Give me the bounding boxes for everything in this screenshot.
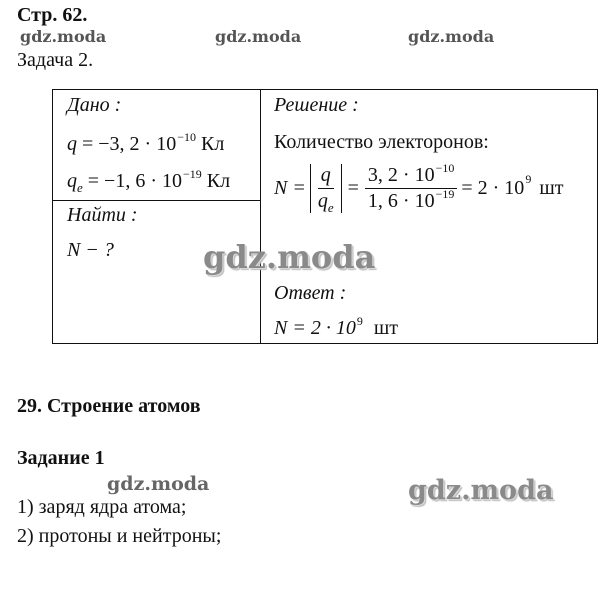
watermark: gdz.moda — [107, 473, 210, 495]
find-expr: N − ? — [67, 239, 114, 261]
given-q-line: q = −3, $2 \cdot 10^{-10}$ Кл — [67, 130, 225, 155]
given-qe-line: $q_e = -1$, $6 \cdot 10^{-19}$ Кл — [67, 167, 231, 195]
task-title: Задача 2. — [17, 49, 94, 71]
answer-item: 1) заряд ядра атома; — [17, 496, 187, 518]
solution-heading: Решение : — [274, 94, 359, 116]
answer-heading: Ответ : — [274, 282, 347, 304]
task-table — [52, 89, 598, 344]
find-heading: Найти : — [67, 204, 138, 226]
answer-item: 2) протоны и нейтроны; — [17, 525, 222, 547]
solution-cell — [261, 90, 598, 344]
assignment-heading: Задание 1 — [17, 447, 105, 469]
given-heading: Дано : — [67, 94, 122, 116]
solution-text: Количество электоронов: — [274, 131, 489, 153]
watermark: gdz.moda — [20, 27, 107, 46]
watermark: gdz.moda — [215, 27, 302, 46]
watermark: gdz.moda — [408, 475, 554, 506]
answer-line: $N = 2 \cdot 10^9$ шт — [274, 314, 398, 339]
given-cell — [53, 90, 261, 201]
section-heading: 29. Строение атомов — [17, 395, 201, 417]
watermark: gdz.moda — [408, 27, 495, 46]
watermark: gdz.moda — [203, 238, 376, 276]
page-heading: Стр. 62. — [17, 4, 88, 26]
solution-formula: N = $\frac{q}{q_e}$ = $\frac{3, 2 \cdot 10^{-10}}{1, 6 \cdot 10^{-19}}$ = 2 · 10 9 шт — [274, 161, 564, 215]
